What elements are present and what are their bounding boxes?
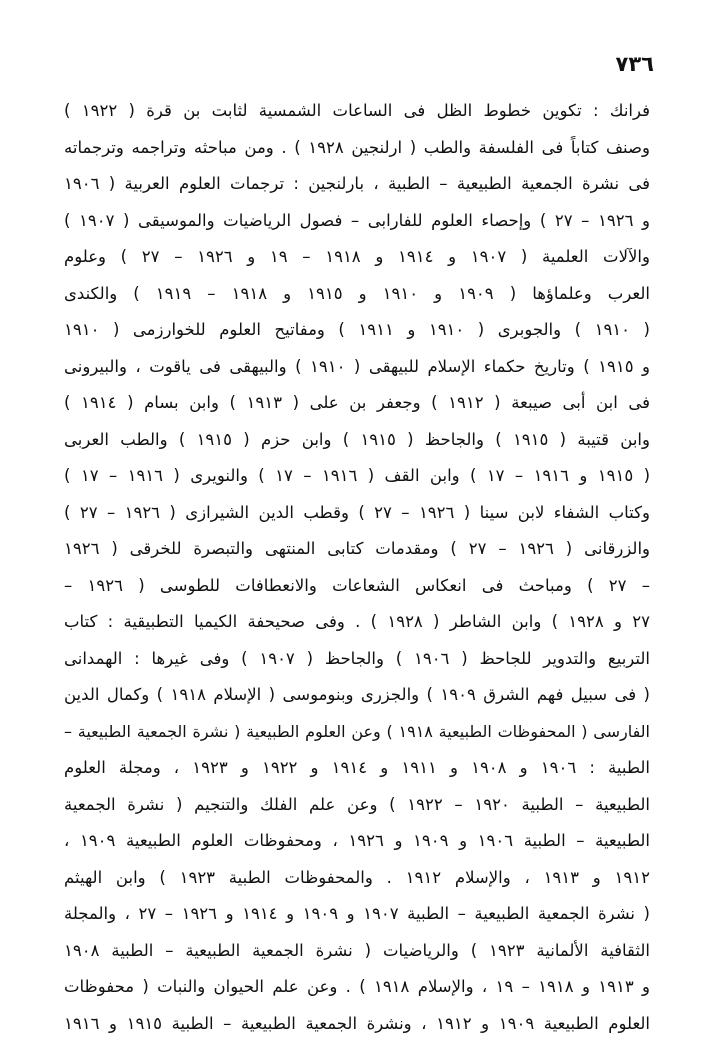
text-line: فى نشرة الجمعية الطبيعية – الطبية ، بارلنجين : ترجمات العلوم العربية ( ١٩٠٦ — [64, 174, 650, 193]
text-line: الطبيعية – الطبية ١٩٠٦ و ١٩٠٩ و ١٩٢٦ ، ومحفوظات العلوم الطبيعية ١٩٠٩ ، — [64, 831, 650, 850]
text-line: ( نشرة الجمعية الطبيعية – الطبية ١٩٠٧ و ١٩٠٩ و ١٩١٤ و ١٩٢٦ – ٢٧ ، والمجلة — [64, 904, 650, 923]
text-line: الطبية : ١٩٠٦ و ١٩٠٨ و ١٩١١ و ١٩١٤ و ١٩٢٢ و ١٩٢٣ ، ومجلة العلوم — [64, 758, 650, 777]
text-line: و ١٩١٥ ) وتاريخ حكماء الإسلام للبيهقى ( ١٩١٠ ) والبيهقى فى ياقوت ، والبيرونى — [64, 356, 650, 376]
text-line: ١٩١٢ و ١٩١٣ ، والإسلام ١٩١٢ . والمحفوظات الطبية ١٩٢٣ ) وابن الهيثم — [64, 867, 650, 887]
text-line: التربيع والتدوير للجاحظ ( ١٩٠٦ ) والجاحظ ( ١٩٠٧ ) وفى غيرها : الهمدانى — [64, 648, 650, 668]
text-line: فى ابن أبى صيبعة ( ١٩١٢ ) وجعفر بن على ( ١٩١٣ ) وابن بسام ( ١٩١٤ ) — [64, 393, 650, 412]
text-line: العرب وعلماؤها ( ١٩٠٩ و ١٩١٠ و ١٩١٥ و ١٩١٨ – ١٩١٩ ) والكندى — [64, 283, 650, 303]
page-number: ٧٣٦ — [615, 52, 654, 76]
text-line: و ١٩١٣ و ١٩١٨ – ١٩ ، والإسلام ١٩١٨ ) . وعن علم الحيوان والنبات ( محفوظات — [64, 977, 650, 996]
text-line: الثقافية الألمانية ١٩٢٣ ) والرياضيات ( نشرة الجمعية الطبيعية – الطبية ١٩٠٨ — [64, 940, 650, 960]
text-line: ٢٧ و ١٩٢٨ ) وابن الشاطر ( ١٩٢٨ ) . وفى صحيحفة الكيميا التطبيقية : كتاب — [64, 612, 650, 631]
text-line: العلوم الطبيعية ١٩٠٩ و ١٩١٢ ، ونشرة الجمعية الطبيعية – الطبية ١٩١٥ و ١٩١٦ — [64, 1013, 650, 1033]
body-text — [64, 93, 650, 1042]
text-line: والزرقانى ( ١٩٢٦ – ٢٧ ) ومقدمات كتابى المنتهى والتبصرة للخرقى ( ١٩٢٦ — [64, 539, 650, 558]
text-line: و ١٩٢٦ – ٢٧ ) وإحصاء العلوم للفارابى – فصول الرياضيات والموسيقى ( ١٩٠٧ ) — [64, 210, 650, 230]
text-line: ( ١٩١٥ و ١٩١٦ – ١٧ ) وابن القف ( ١٩١٦ – ١٧ ) والنويرى ( ١٩١٦ – ١٧ ) — [64, 466, 650, 485]
text-line: ( ١٩١٠ ) والجوبرى ( ١٩١٠ و ١٩١١ ) ومفاتيح العلوم للخوارزمى ( ١٩١٠ — [64, 320, 650, 339]
text-line: وصنف كتاباً فى الفلسفة والطب ( ارلنجين ١٩٢٨ ) . ومن مباحثه وتراجمه وترجماته — [64, 137, 650, 157]
text-line: – ٢٧ ) ومباحث فى انعكاس الشعاعات والانعطافات للطوسى ( ١٩٢٦ – — [64, 575, 650, 595]
text-line: فرانك : تكوين خطوط الظل فى الساعات الشمسية لثابت بن قرة ( ١٩٢٢ ) — [64, 101, 650, 120]
text-line: ( فى سبيل فهم الشرق ١٩٠٩ ) والجزرى وبنوموسى ( الإسلام ١٩١٨ ) وكمال الدين — [64, 685, 650, 704]
text-line: الطبيعية – الطبية ١٩٢٠ – ١٩٢٢ ) وعن علم الفلك والتنجيم ( نشرة الجمعية — [64, 794, 650, 814]
text-line: والآلات العلمية ( ١٩٠٧ و ١٩١٤ و ١٩١٨ – ١٩ و ١٩٢٦ – ٢٧ ) وعلوم — [64, 247, 650, 266]
text-line: وكتاب الشفاء لابن سينا ( ١٩٢٦ – ٢٧ ) وقطب الدين الشيرازى ( ١٩٢٦ – ٢٧ ) — [64, 502, 650, 522]
text-line: وابن قتيبة ( ١٩١٥ ) والجاحظ ( ١٩١٥ ) وابن حزم ( ١٩١٥ ) والطب العربى — [64, 429, 650, 449]
text-line: الفارسى ( المحفوظات الطبيعية ١٩١٨ ) وعن العلوم الطبيعية ( نشرة الجمعية الطبيعية – — [64, 721, 650, 741]
